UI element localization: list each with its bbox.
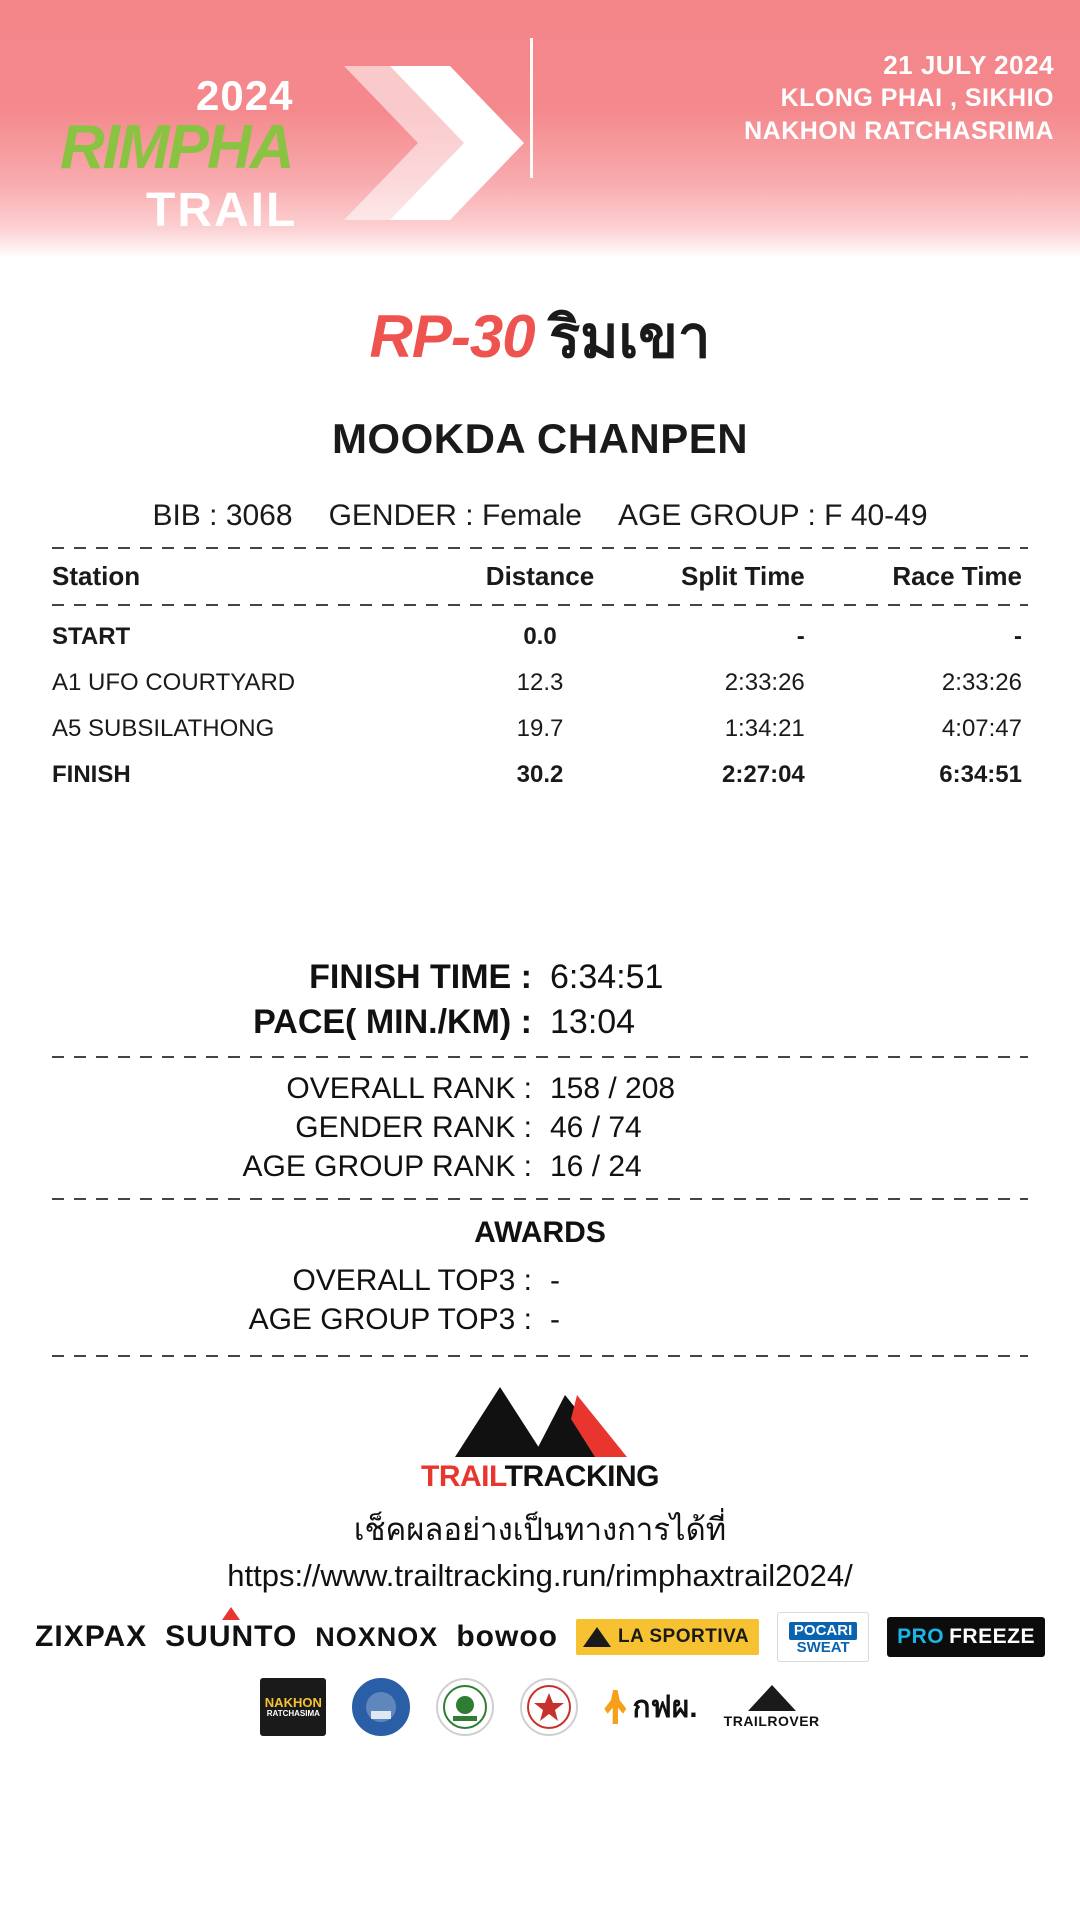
- sponsor-noxnox-logo: NOXNOX: [315, 1621, 439, 1652]
- age-group-rank-value: 16 / 24: [550, 1150, 642, 1183]
- sponsor-suunto-logo: [165, 1620, 297, 1654]
- splits-body: [52, 614, 1028, 798]
- gender-label: GENDER :: [328, 499, 474, 532]
- age-group-rank-label: AGE GROUP RANK :: [242, 1150, 532, 1183]
- pace-row: [0, 1003, 1080, 1042]
- pace-value: 13:04: [550, 1003, 636, 1041]
- sponsor-nakhon-line1: NAKHON: [264, 1694, 322, 1710]
- cell-distance: 0.0: [523, 623, 557, 650]
- col-station: Station: [52, 561, 141, 591]
- gender-rank-value: 46 / 74: [550, 1111, 642, 1144]
- gender-rank-row: [0, 1111, 1080, 1145]
- overall-rank-row: [0, 1072, 1080, 1106]
- divider-under-header: [52, 604, 1028, 606]
- logo-word-2: TRACKING: [504, 1460, 659, 1493]
- sponsor-lasportiva-logo: [576, 1619, 759, 1655]
- cell-race-time: -: [1014, 623, 1022, 650]
- summary-section: [0, 958, 1080, 1357]
- gender-value: Female: [481, 499, 582, 532]
- sponsor-pocari-line1: POCARI: [789, 1622, 857, 1640]
- age-group-rank-row: [0, 1150, 1080, 1184]
- overall-top3-row: [0, 1264, 1080, 1298]
- official-results-text: เช็คผลอย่างเป็นทางการได้ที่: [353, 1512, 727, 1547]
- gender-field: [329, 499, 582, 533]
- sponsor-profreeze-word2: FREEZE: [949, 1625, 1035, 1648]
- sports-authority-seal-icon: [436, 1678, 494, 1736]
- divider-ranks: [52, 1198, 1028, 1200]
- sponsor-profreeze-logo: [887, 1617, 1045, 1657]
- logo-word-1: TRAIL: [421, 1460, 505, 1493]
- overall-top3-value: -: [550, 1264, 560, 1297]
- age-group-top3-value: -: [550, 1303, 560, 1336]
- logo-brand: RIMPHA: [60, 113, 293, 182]
- col-split-time: Split Time: [681, 561, 805, 591]
- sponsor-row-2: [0, 1678, 1080, 1736]
- divider-awards: [52, 1355, 1028, 1357]
- trailtracking-logo: [0, 1383, 1080, 1494]
- logo-sub: TRAIL: [146, 184, 298, 237]
- finish-time-label: FINISH TIME :: [309, 958, 532, 996]
- race-name-thai: ริมเขา: [549, 305, 711, 370]
- cell-station: A5 SUBSILATHONG: [52, 715, 275, 742]
- finish-time-row: [0, 958, 1080, 997]
- age-group-field: [618, 499, 928, 533]
- event-info: [744, 48, 1054, 148]
- mountain-icon: [748, 1685, 796, 1711]
- cell-station: A1 UFO COURTYARD: [52, 669, 296, 696]
- sponsor-egat-logo: [604, 1684, 697, 1731]
- bib-label: BIB :: [152, 499, 218, 532]
- sponsor-suunto-label: SUUNTO: [165, 1620, 298, 1653]
- cell-split-time: -: [796, 623, 805, 650]
- logo-year: 2024: [196, 72, 294, 119]
- provincial-seal-icon: [352, 1678, 410, 1736]
- sponsor-profreeze-word1: PRO: [897, 1625, 945, 1648]
- cell-race-time: 4:07:47: [941, 715, 1022, 742]
- race-title: [0, 290, 1080, 383]
- mountain-peaks-icon: [445, 1383, 635, 1466]
- event-location-line2: NAKHON RATCHASRIMA: [744, 117, 1054, 146]
- age-group-label: AGE GROUP :: [617, 499, 816, 532]
- sponsor-pocari-line2: SWEAT: [796, 1638, 850, 1656]
- gender-rank-label: GENDER RANK :: [295, 1111, 532, 1144]
- official-results-url[interactable]: https://www.trailtracking.run/rimphaxtrail2024/: [227, 1558, 853, 1593]
- bib-field: [152, 499, 292, 533]
- sponsor-egat-label: กฟผ.: [632, 1690, 698, 1724]
- age-group-top3-row: [0, 1303, 1080, 1337]
- sponsor-pocari-logo: [777, 1612, 869, 1662]
- cell-distance: 19.7: [516, 715, 564, 742]
- cell-station: FINISH: [52, 761, 131, 788]
- cell-race-time: 2:33:26: [941, 669, 1022, 696]
- table-row: [52, 614, 1028, 660]
- finish-time-value: 6:34:51: [550, 958, 664, 996]
- runner-name: MOOKDA CHANPEN: [331, 415, 749, 462]
- event-logo: [48, 28, 518, 237]
- col-distance: Distance: [485, 561, 595, 591]
- mountain-icon: [583, 1627, 611, 1647]
- police-seal-icon: [520, 1678, 578, 1736]
- runner-meta: [0, 499, 1080, 533]
- person-icon: [604, 1690, 626, 1724]
- sponsor-row-1: [0, 1612, 1080, 1662]
- table-row: [52, 752, 1028, 798]
- cell-distance: 30.2: [516, 761, 564, 788]
- event-location-line1: KLONG PHAI , SIKHIO: [780, 84, 1054, 113]
- cell-station: START: [52, 623, 131, 650]
- age-group-value: F 40-49: [824, 499, 928, 532]
- col-race-time: Race Time: [892, 561, 1022, 591]
- sponsor-trailrover-logo: [724, 1685, 820, 1729]
- cell-race-time: 6:34:51: [939, 761, 1022, 788]
- age-group-top3-label: AGE GROUP TOP3 :: [248, 1303, 532, 1336]
- bib-value: 3068: [225, 499, 293, 532]
- awards-title: AWARDS: [474, 1216, 606, 1249]
- sponsor-lasportiva-label: LA SPORTIVA: [617, 1626, 750, 1647]
- cell-distance: 12.3: [516, 669, 564, 696]
- triangle-icon: [222, 1607, 240, 1620]
- sponsor-bowoo-logo: bowoo: [456, 1620, 558, 1653]
- overall-top3-label: OVERALL TOP3 :: [292, 1264, 532, 1297]
- sponsor-nakhon-line2: RATCHASIMA: [266, 1708, 320, 1718]
- event-date: 21 JULY 2024: [883, 50, 1054, 80]
- cell-split-time: 2:33:26: [724, 669, 805, 696]
- table-header-row: [52, 549, 1028, 604]
- overall-rank-label: OVERALL RANK :: [286, 1072, 532, 1105]
- cell-split-time: 1:34:21: [724, 715, 805, 742]
- x-mark-icon: [338, 58, 528, 228]
- splits-table: [52, 549, 1028, 604]
- overall-rank-value: 158 / 208: [550, 1072, 676, 1105]
- table-row: [52, 706, 1028, 752]
- event-header: [0, 0, 1080, 258]
- table-row: [52, 660, 1028, 706]
- trailtracking-wordmark: [0, 1460, 1080, 1494]
- cell-split-time: 2:27:04: [722, 761, 805, 788]
- header-divider: [530, 38, 533, 178]
- pace-label: PACE( MIN./KM) :: [253, 1003, 532, 1041]
- sponsor-nakhon-logo: [260, 1678, 326, 1736]
- sponsor-zixpax-logo: ZIXPAX: [35, 1620, 148, 1653]
- sponsor-trailrover-label: TRAILROVER: [723, 1713, 820, 1729]
- race-code: RP-30: [369, 303, 535, 370]
